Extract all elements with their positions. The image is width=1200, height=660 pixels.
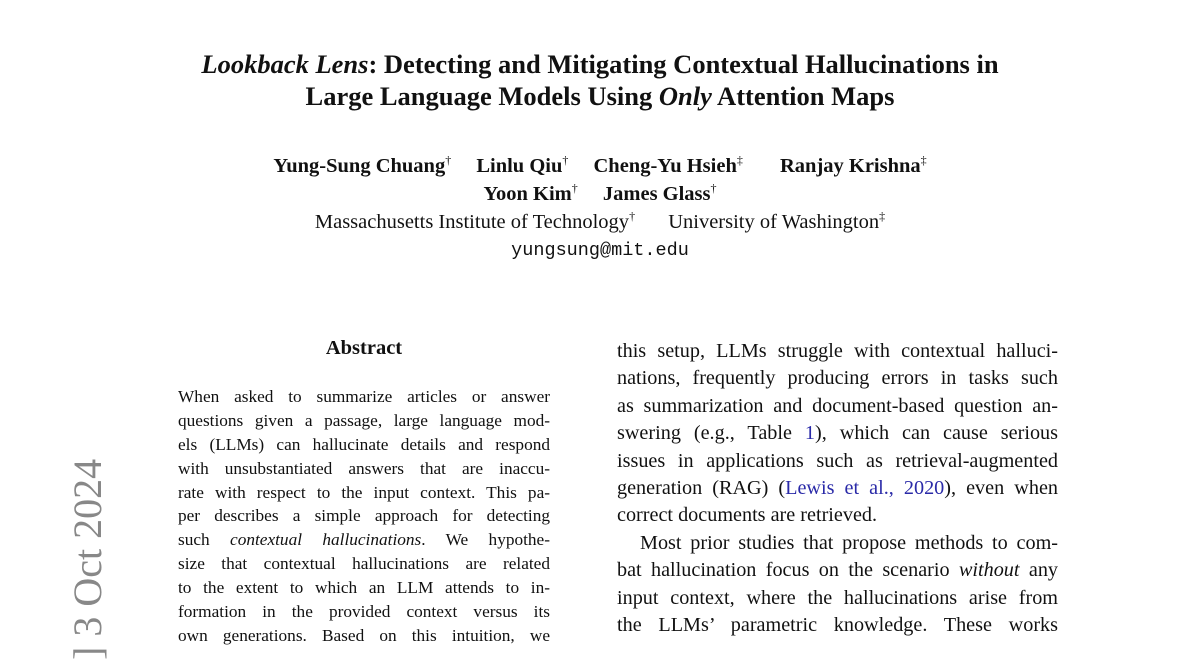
author: Ranjay Krishna‡ <box>779 153 927 177</box>
arxiv-stamp: ] 3 Oct 2024 <box>65 458 110 660</box>
title-text: Large Language Models Using <box>305 81 659 111</box>
text-line <box>178 600 550 624</box>
text-line <box>178 576 550 600</box>
text-line <box>178 481 550 505</box>
text-line <box>178 409 550 433</box>
title-italic: Only <box>658 81 712 111</box>
text-line <box>617 365 1058 392</box>
text-line <box>617 475 1058 502</box>
author-list <box>0 152 1200 208</box>
text-segment: any <box>1019 559 1059 582</box>
text-line <box>617 557 1058 584</box>
text-segment: When asked to summarize articles or answer <box>178 387 550 406</box>
author: Yung-Sung Chuang† <box>273 153 452 177</box>
text-segment: as summarization and document-based question an- <box>617 394 1058 417</box>
text-line <box>178 528 550 552</box>
text-segment: the LLMs’ parametric knowledge. These works <box>617 613 1058 636</box>
emphasis-text: without <box>958 559 1020 582</box>
affiliations <box>0 208 1200 236</box>
intro-body <box>617 338 1058 639</box>
citation-link[interactable]: Lewis et al., 2020 <box>785 476 945 499</box>
text-segment: issues in applications such as retrieval-augmented <box>617 449 1058 472</box>
text-line <box>178 385 550 409</box>
text-segment: such <box>178 530 231 550</box>
abstract-heading: Abstract <box>325 337 403 359</box>
text-segment: bat hallucination focus on the scenario <box>617 559 959 582</box>
citation-link[interactable]: 1 <box>804 422 815 445</box>
text-segment: with unsubstantiated answers that are inaccu- <box>178 458 550 478</box>
author: James Glass† <box>602 181 717 205</box>
title-italic: Lookback Lens <box>201 49 369 79</box>
text-line <box>178 552 550 576</box>
text-line <box>617 448 1058 475</box>
text-segment: nations, frequently producing errors in tasks such <box>617 367 1058 390</box>
author: Linlu Qiu† <box>476 153 569 177</box>
text-segment: to the extent to which an LLM attends to in- <box>178 578 550 598</box>
abstract-body <box>178 385 550 648</box>
title-text: Attention Maps <box>711 81 895 111</box>
text-line <box>617 502 1058 529</box>
title-text: : Detecting and Mitigating Contextual Hallucinations in <box>368 49 999 79</box>
text-segment: formation in the provided context versus its <box>178 602 550 622</box>
text-line <box>617 612 1058 639</box>
text-line <box>178 624 550 648</box>
emphasis-text: contextual hallucinations <box>230 530 422 550</box>
affiliation: Massachusetts Institute of Technology† <box>314 209 636 233</box>
author: Cheng-Yu Hsieh‡ <box>593 153 743 177</box>
text-line <box>617 420 1058 447</box>
text-line <box>178 433 550 457</box>
text-line <box>178 504 550 528</box>
affiliation: University of Washington‡ <box>668 209 886 233</box>
text-segment: . We hypothe- <box>421 530 550 550</box>
author: Yoon Kim† <box>483 181 578 205</box>
text-line <box>617 338 1058 365</box>
text-segment: Most prior studies that propose methods to com- <box>640 531 1058 554</box>
paper-title <box>0 48 1200 112</box>
text-segment: els (LLMs) can hallucinate details and respond <box>178 434 550 454</box>
text-segment: ), which can cause serious <box>815 422 1058 445</box>
text-segment: swering (e.g., Table <box>617 422 805 445</box>
text-line <box>617 530 1058 557</box>
text-segment: ), even when <box>944 476 1058 499</box>
text-segment: generation (RAG) ( <box>617 476 786 499</box>
text-line <box>617 585 1058 612</box>
text-line <box>617 393 1058 420</box>
text-segment: correct documents are retrieved. <box>617 504 878 527</box>
text-segment: size that contextual hallucinations are related <box>178 554 550 574</box>
text-segment: this setup, LLMs struggle with contextual halluci- <box>617 340 1058 362</box>
author-email: yungsung@mit.edu <box>511 240 689 261</box>
text-segment: questions given a passage, large language mod- <box>178 410 550 430</box>
text-segment: input context, where the hallucinations arise from <box>617 586 1058 609</box>
text-line <box>178 457 550 481</box>
text-segment: per describes a simple approach for detecting <box>178 506 550 526</box>
text-segment: rate with respect to the input context. This pa- <box>178 482 550 502</box>
text-segment: own generations. Based on this intuition, we <box>178 625 550 645</box>
